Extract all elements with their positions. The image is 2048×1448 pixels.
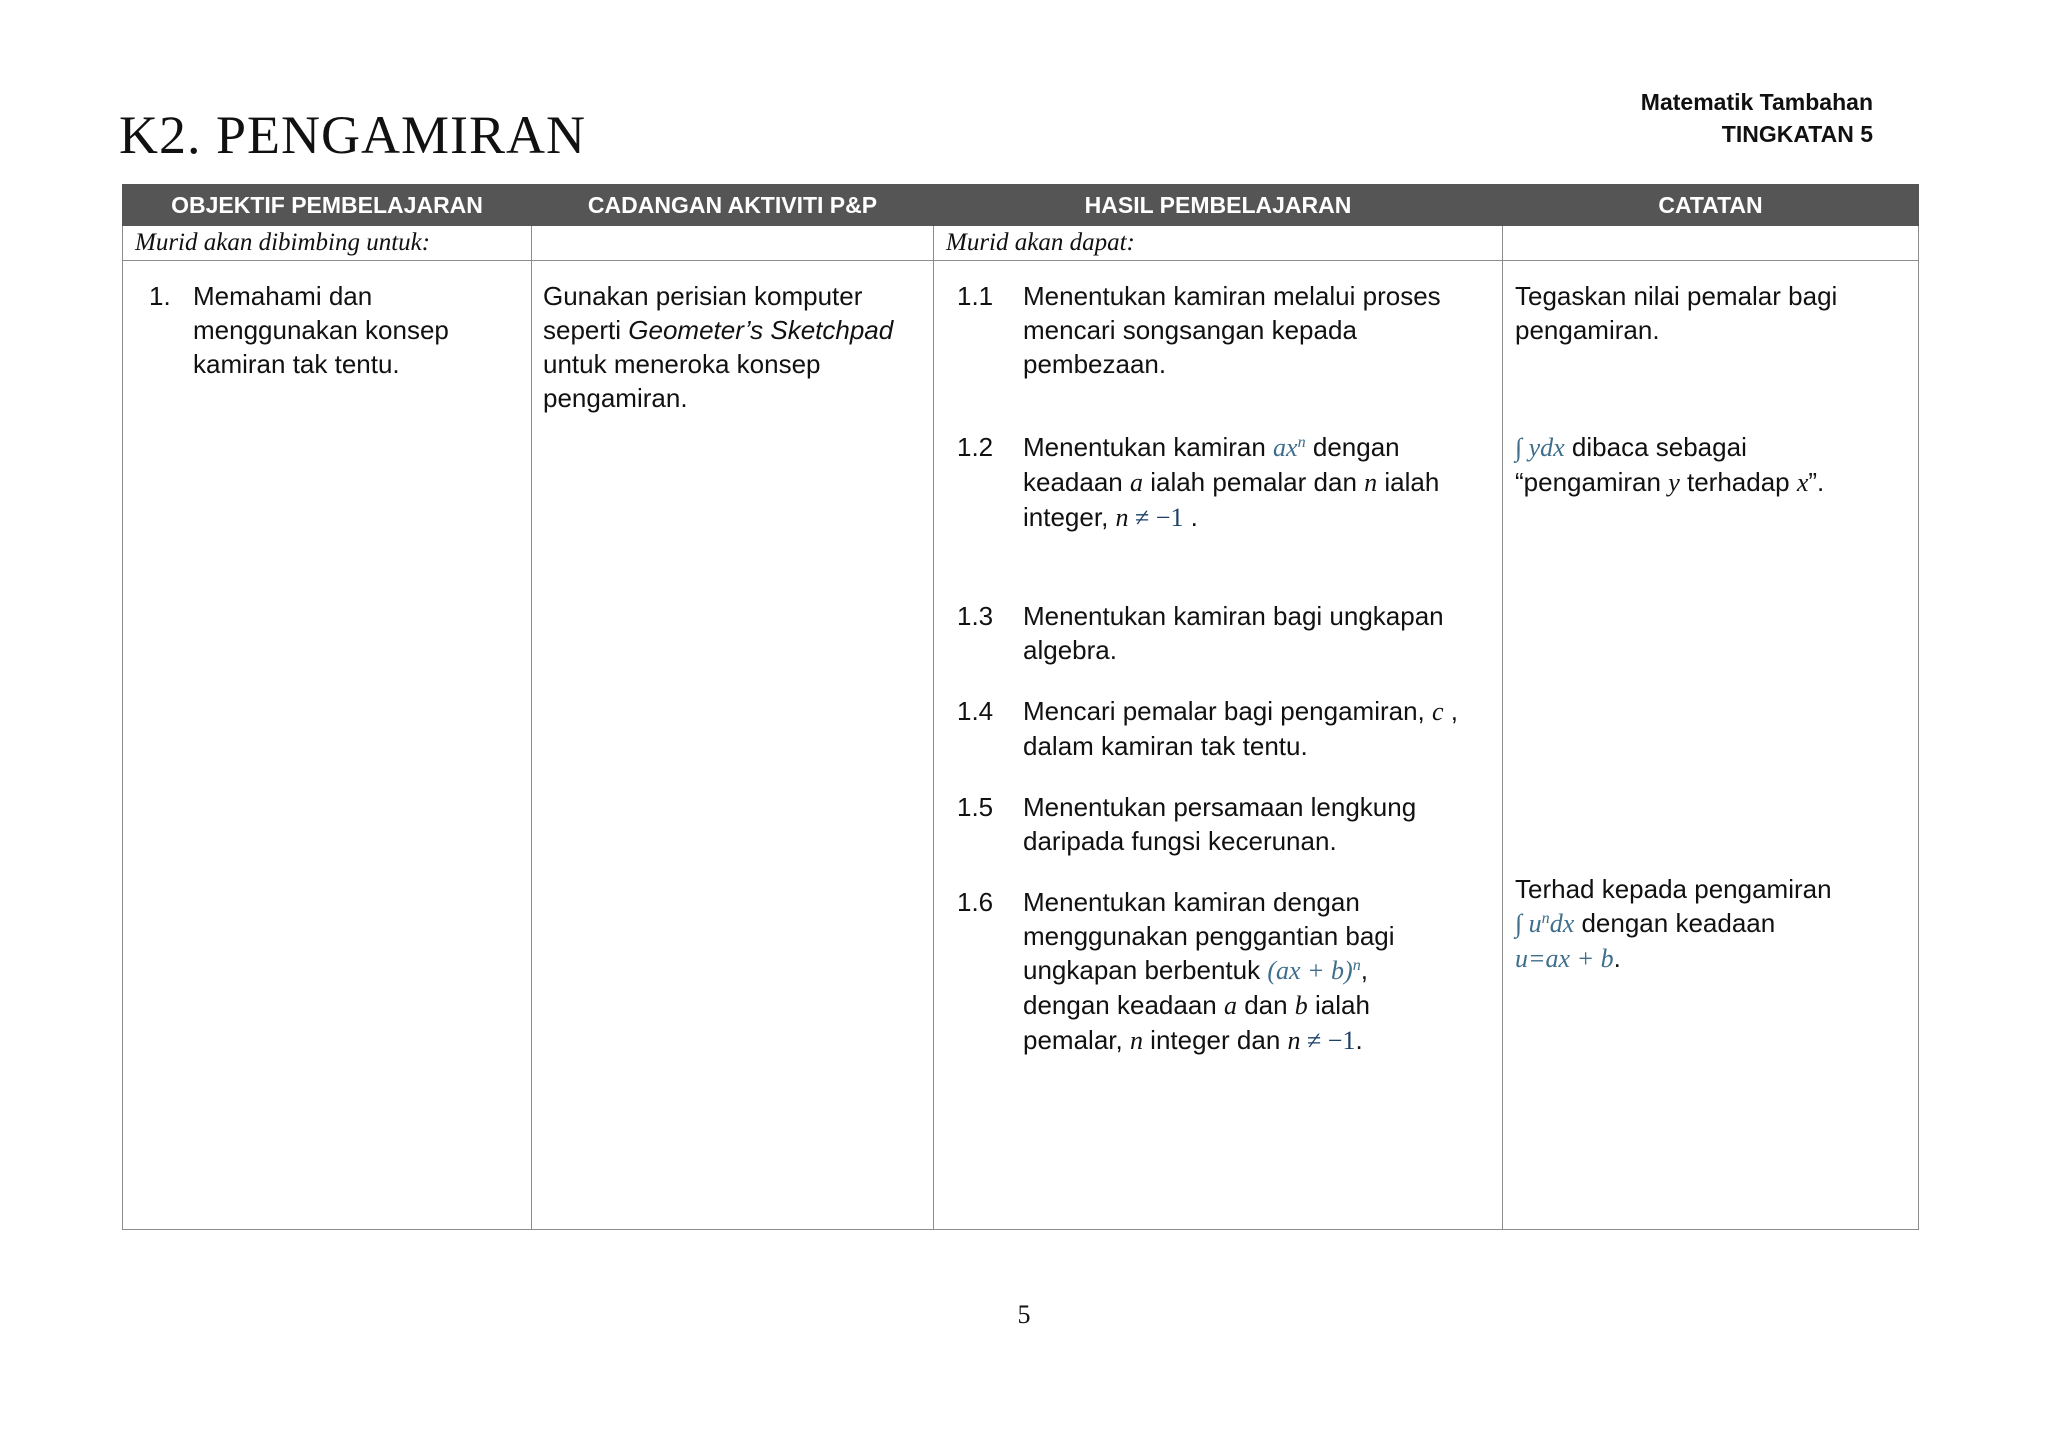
- outcome-item-1-4: [934, 694, 1502, 763]
- outcome-text: Menentukan kamiran dengan menggunakan penggantian bagi ungkapan berbentuk (ax + b)$^n$, dengan keadaan a dan b ialah pemalar, n integer dan n ≠ −1.: [1023, 887, 1395, 1055]
- outcome-number: 1.4: [957, 696, 994, 726]
- subheader-notes: [1503, 226, 1919, 261]
- outcome-text: Mencari pemalar bagi pengamiran, c , dalam kamiran tak tentu.: [1023, 696, 1458, 761]
- form-level: TINGKATAN 5: [1721, 121, 1873, 147]
- outcome-number: 1.2: [957, 432, 994, 462]
- activity-cell: [532, 261, 934, 1230]
- table-row: [123, 261, 1919, 1230]
- outcome-item-1-1: [934, 279, 1502, 381]
- activity-text-part2: untuk meneroka konsep pengamiran.: [543, 349, 821, 413]
- objective-text: Memahami dan menggunakan konsep kamiran tak tentu.: [193, 281, 449, 379]
- note-integral-reading: ∫ ydx dibaca sebagai “pengamiran y terhadap x”.: [1515, 432, 1825, 497]
- objective-number: 1.: [149, 281, 171, 311]
- subheader-objective: Murid akan dibimbing untuk:: [123, 226, 532, 261]
- page-number: 5: [1017, 1300, 1031, 1329]
- subheader-outcome: Murid akan dapat:: [934, 226, 1503, 261]
- math-ax-plus-b-power-n: (ax + b)$^n$: [1267, 956, 1361, 985]
- outcome-number: 1.1: [957, 281, 994, 311]
- outcome-number: 1.3: [957, 601, 994, 631]
- math-ax-power-n: $ax^n$: [1273, 433, 1306, 462]
- subject-name: Matematik Tambahan: [1640, 89, 1873, 115]
- notes-cell: [1503, 261, 1919, 1230]
- objective-cell: [123, 261, 532, 1230]
- objective-item: [123, 261, 531, 381]
- header-activity: CADANGAN AKTIVITI P&P: [532, 185, 934, 226]
- outcome-number: 1.5: [957, 792, 994, 822]
- note-substitution-limit: Terhad kepada pengamiran ∫ $u^ndx$ dengan keadaan u=ax + b.: [1515, 874, 1832, 973]
- math-not-equal-minus-one: ≠ −1: [1300, 1026, 1356, 1055]
- table-subheader-row: [123, 226, 1919, 261]
- math-integral-u-power-n-dx: ∫ $u^ndx$: [1515, 909, 1575, 938]
- outcome-item-1-5: [934, 790, 1502, 858]
- outcome-item-1-2: [934, 430, 1502, 535]
- header-outcome: HASIL PEMBELAJARAN: [934, 185, 1503, 226]
- syllabus-table: [122, 184, 1919, 1230]
- header-objective: OBJEKTIF PEMBELAJARAN: [123, 185, 532, 226]
- note-constant: Tegaskan nilai pemalar bagi pengamiran.: [1515, 281, 1838, 345]
- math-u-definition: u=ax + b: [1515, 944, 1614, 973]
- outcome-text: Menentukan persamaan lengkung daripada fungsi kecerunan.: [1023, 792, 1417, 856]
- table-header-row: [123, 185, 1919, 226]
- subject-label: [1641, 86, 1873, 150]
- math-not-equal-minus-one: ≠ −1: [1128, 503, 1184, 532]
- outcome-text: Menentukan kamiran $ax^n$ dengan keadaan a ialah pemalar dan n ialah integer, n ≠ −1 .: [1023, 432, 1440, 532]
- outcome-cell: [934, 261, 1503, 1230]
- outcome-text: Menentukan kamiran bagi ungkapan algebra.: [1023, 601, 1444, 665]
- activity-text-part1: Gunakan perisian komputer seperti: [543, 281, 863, 345]
- outcome-number: 1.6: [957, 887, 994, 917]
- software-name: Geometer’s Sketchpad: [628, 315, 894, 345]
- subheader-activity: [532, 226, 934, 261]
- header-notes: CATATAN: [1503, 185, 1919, 226]
- outcome-text: Menentukan kamiran melalui proses mencari songsangan kepada pembezaan.: [1023, 281, 1441, 379]
- outcome-item-1-3: [934, 599, 1502, 667]
- math-integral-ydx: ∫ ydx: [1515, 433, 1565, 462]
- outcome-item-1-6: [934, 885, 1502, 1058]
- page-title: K2. PENGAMIRAN: [119, 105, 587, 165]
- activity-text: [532, 261, 933, 415]
